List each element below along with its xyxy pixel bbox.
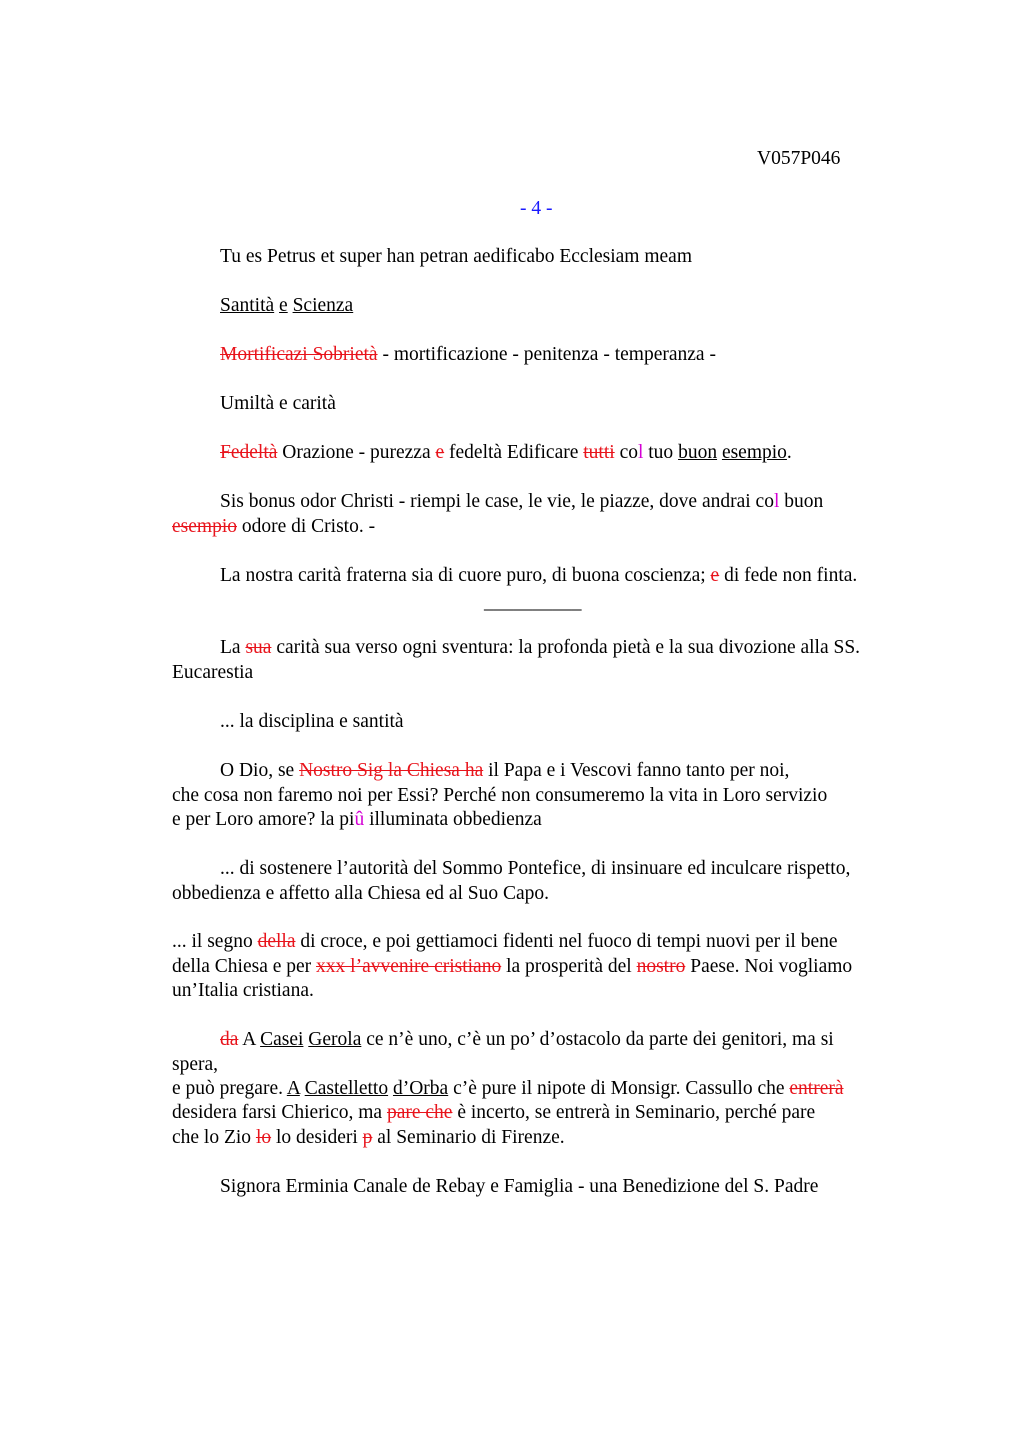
paragraph-umilta: Umiltà e carità — [220, 393, 336, 414]
underlined-word: e — [279, 295, 288, 316]
deleted-text: pare che — [386, 1102, 453, 1123]
deleted-text: xxx l’avvenire cristiano — [316, 956, 502, 977]
text: carità sua verso ogni sventura: la profonda pietà e la sua divozione alla SS. — [271, 637, 861, 658]
underlined-word: A — [286, 1078, 300, 1099]
deleted-text: p — [362, 1127, 373, 1148]
paragraph-motto: Tu es Petrus et super han petran aedificabo Ecclesiam meam — [220, 246, 692, 267]
text: lo desideri — [271, 1127, 363, 1148]
paragraph-casei-line3 — [172, 1076, 844, 1101]
paragraph-casei-line1 — [220, 1027, 834, 1052]
deleted-text: della — [257, 931, 296, 952]
text: A — [238, 1029, 261, 1050]
text: desidera farsi Chierico, ma — [172, 1102, 387, 1123]
paragraph-segno-line2 — [172, 954, 852, 979]
text: di fede non finta. — [719, 565, 858, 586]
text: ... il segno — [172, 931, 258, 952]
paragraph-segno-line1 — [172, 929, 838, 954]
deleted-text: Nostro Sig la Chiesa ha — [299, 760, 484, 781]
text: e può pregare. — [172, 1078, 287, 1099]
underlined-word: d’Orba — [392, 1078, 449, 1099]
text: fedeltà Edificare — [444, 442, 584, 463]
text: ce n’è uno, c’è un po’ d’ostacolo da parte dei genitori, ma si — [361, 1029, 834, 1050]
text: il Papa e i Vescovi fanno tanto per noi, — [483, 760, 790, 781]
text: O Dio, se — [220, 760, 300, 781]
underlined-word: esempio — [721, 442, 787, 463]
paragraph-sis-bonus-line2 — [172, 514, 375, 539]
text: e per Loro amore? la pi — [172, 809, 355, 830]
text: Sis bonus odor Christi - riempi le case, le vie, le piazze, dove andrai co — [220, 491, 774, 512]
text: buon — [779, 491, 824, 512]
paragraph-sostenere-line1: ... di sostenere l’autorità del Sommo Pontefice, di insinuare ed inculcare rispetto, — [220, 858, 851, 879]
underlined-word: Santità — [220, 295, 275, 316]
underlined-word: Scienza — [292, 295, 354, 316]
inserted-text: l — [773, 491, 780, 512]
text: è incerto, se entrerà in Seminario, perché pare — [452, 1102, 816, 1123]
text: della Chiesa e per — [172, 956, 317, 977]
text: . — [786, 442, 792, 463]
deleted-text: entrerà — [789, 1078, 844, 1099]
text: illuminata obbedienza — [364, 809, 542, 830]
paragraph-disciplina: ... la disciplina e santità — [220, 711, 404, 732]
inserted-text: û — [354, 809, 365, 830]
underlined-word: Casei — [260, 1029, 304, 1050]
paragraph-o-dio-line3 — [172, 807, 542, 832]
paragraph-sostenere-line2: obbedienza e affetto alla Chiesa ed al Suo Capo. — [172, 883, 550, 904]
text: odore di Cristo. - — [236, 516, 376, 537]
paragraph-o-dio-line1 — [220, 758, 789, 783]
text: - mortificazione - penitenza - temperanza - — [377, 344, 716, 365]
deleted-text: Fedeltà — [220, 442, 278, 463]
paragraph-santita-scienza — [220, 293, 353, 318]
text: la prosperità del — [501, 956, 637, 977]
deleted-text: tutti — [583, 442, 615, 463]
underlined-word: buon — [678, 442, 718, 463]
paragraph-sis-bonus-line1 — [220, 489, 823, 514]
paragraph-o-dio-line2: che cosa non faremo noi per Essi? Perché non consumeremo la vita in Loro servizio — [172, 785, 828, 806]
underlined-word: Castelletto — [304, 1078, 389, 1099]
paragraph-casei-line2: spera, — [172, 1054, 219, 1075]
deleted-text: lo — [255, 1127, 272, 1148]
paragraph-casei-line5 — [172, 1125, 565, 1150]
page-number: - 4 - — [520, 198, 553, 219]
paragraph-sventura-line1 — [220, 635, 860, 660]
deleted-text: e — [435, 442, 445, 463]
text: Paese. Noi vogliamo — [685, 956, 853, 977]
paragraph-casei-line4 — [172, 1100, 815, 1125]
text: al Seminario di Firenze. — [372, 1127, 565, 1148]
text: La — [220, 637, 246, 658]
text: Orazione - purezza — [277, 442, 436, 463]
text: co — [614, 442, 638, 463]
deleted-text: e — [710, 565, 720, 586]
document-code: V057P046 — [757, 148, 841, 169]
paragraph-carita-fraterna — [220, 563, 857, 588]
text: di croce, e poi gettiamoci fidenti nel fuoco di tempi nuovi per il bene — [295, 931, 838, 952]
deleted-text: Mortificazi Sobrietà — [220, 344, 378, 365]
underlined-word: Gerola — [308, 1029, 362, 1050]
paragraph-sventura-line2: Eucarestia — [172, 662, 254, 683]
deleted-text: sua — [245, 637, 272, 658]
deleted-text: da — [220, 1029, 239, 1050]
inserted-text: l — [637, 442, 644, 463]
deleted-text: esempio — [172, 516, 237, 537]
text: La nostra carità fraterna sia di cuore puro, di buona coscienza; — [220, 565, 711, 586]
deleted-text: nostro — [636, 956, 686, 977]
paragraph-mortificazione — [220, 342, 716, 367]
paragraph-signora: Signora Erminia Canale de Rebay e Famiglia - una Benedizione del S. Padre — [220, 1176, 819, 1197]
text: tuo — [643, 442, 679, 463]
paragraph-orazione — [220, 440, 792, 465]
paragraph-segno-line3: un’Italia cristiana. — [172, 980, 314, 1001]
separator-line: __________ — [484, 592, 582, 613]
text: che lo Zio — [172, 1127, 256, 1148]
text: c’è pure il nipote di Monsigr. Cassullo che — [448, 1078, 790, 1099]
